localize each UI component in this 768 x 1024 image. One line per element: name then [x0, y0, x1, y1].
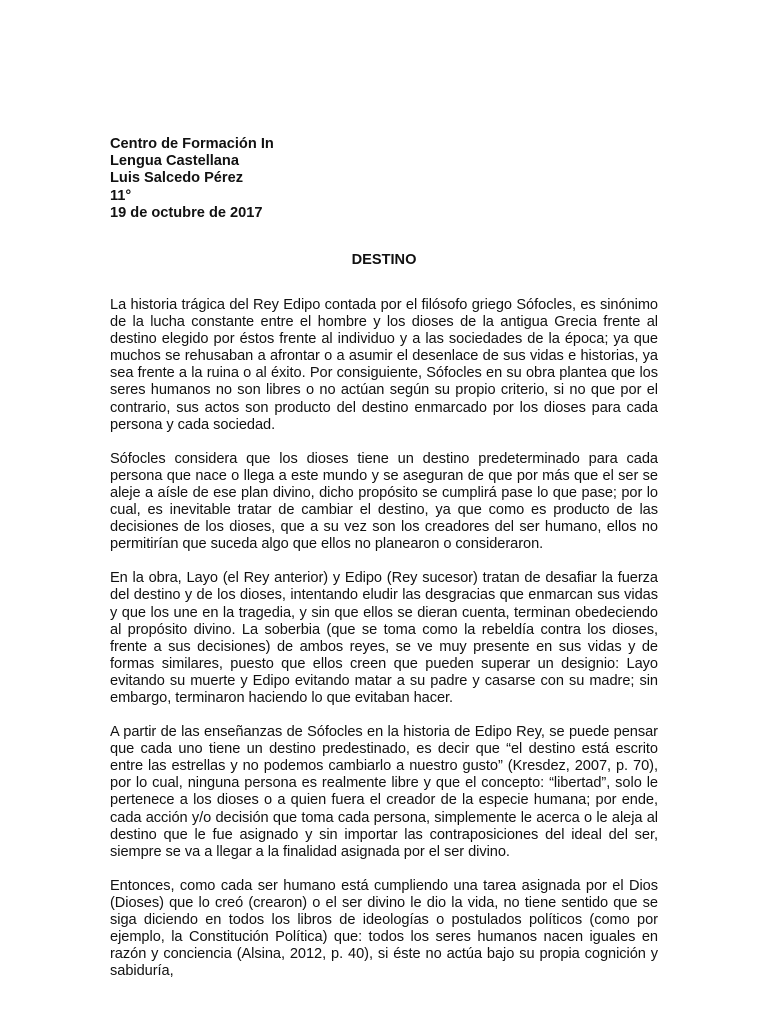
subject-name: Lengua Castellana	[110, 153, 239, 170]
paragraph-5: Entonces, como cada ser humano está cumpliendo una tarea asignada por el Dios (Dioses) que lo creó (crearon) o el ser divino le dio la vida, no tiene sentido que se siga diciendo en todos los libros de ideologías o postulados políticos (como por ejemplo, la Constitución Política) que: todos los seres humanos nacen iguales en razón y conciencia (Alsina, 2012, p. 40), si éste no actúa bajo su propia cognición y sabiduría,	[110, 877, 658, 980]
paragraph-1: La historia trágica del Rey Edipo contada por el filósofo griego Sófocles, es sinónimo de la lucha constante entre el hombre y los dioses de la antigua Grecia frente al destino elegido por éstos frente al individuo y a las sociedades de la época; ya que muchos se rehusaban a afrontar o a asumir el desenlace de sus vidas e historias, ya sea frente a la ruina o al éxito. Por consiguiente, Sófocles en su obra plantea que los seres humanos no son libres o no actúan según su propio criterio, si no que por el contrario, sus actos son producto del destino enmarcado por los dioses para cada persona y cada sociedad.	[110, 297, 658, 433]
paragraph-3: En la obra, Layo (el Rey anterior) y Edipo (Rey sucesor) tratan de desafiar la fuerza del destino y de los dioses, intentando eludir las desgracias que enmarcan sus vidas y que los une en la tragedia, y sin que ellos se dieran cuenta, terminan obedeciendo al propósito divino. La soberbia (que se toma como la rebeldía contra los dioses, frente a sus decisiones) de ambos reyes, se ve muy presente en sus vidas y de formas similares, puesto que ellos creen que pueden superar un designio: Layo evitando su muerte y Edipo evitando matar a su padre y casarse con su madre; sin embargo, terminaron haciendo lo que evitaban hacer.	[110, 570, 658, 706]
document-body	[110, 297, 658, 980]
document-header	[110, 136, 658, 222]
grade-level: 11°	[110, 187, 132, 204]
institution-name: Centro de Formación In	[110, 136, 274, 152]
document-date: 19 de octubre de 2017	[110, 204, 263, 221]
paragraph-4: A partir de las enseñanzas de Sófocles en la historia de Edipo Rey, se puede pensar que cada uno tiene un destino predestinado, es decir que “el destino está escrito entre las estrellas y no podemos cambiarlo a nuestro gusto” (Kresdez, 2007, p. 70), por lo cual, ninguna persona es realmente libre y que el concepto: “libertad”, solo le pertenece a los dioses o a quien fuera el creador de la especie humana; por ende, cada acción y/o decisión que toma cada persona, simplemente le acerca o le aleja al destino que le fue asignado y sin importar las contraposiciones del ideal del ser, siempre se va a llegar a la finalidad asignada por el ser divino.	[110, 724, 658, 860]
document-title: DESTINO	[351, 252, 417, 269]
author-name: Luis Salcedo Pérez	[110, 170, 244, 187]
paragraph-2: Sófocles considera que los dioses tiene un destino predeterminado para cada persona que nace o llega a este mundo y se aseguran de que por más que el ser se aleje a aísle de ese plan divino, dicho propósito se cumplirá pase lo que pase; por lo cual, es inevitable tratar de cambiar el destino, ya que como es producto de las decisiones de los dioses, que a su vez son los creadores del ser humano, ellos no permitirían que suceda algo que ellos no planearon o consideraron.	[110, 450, 658, 553]
